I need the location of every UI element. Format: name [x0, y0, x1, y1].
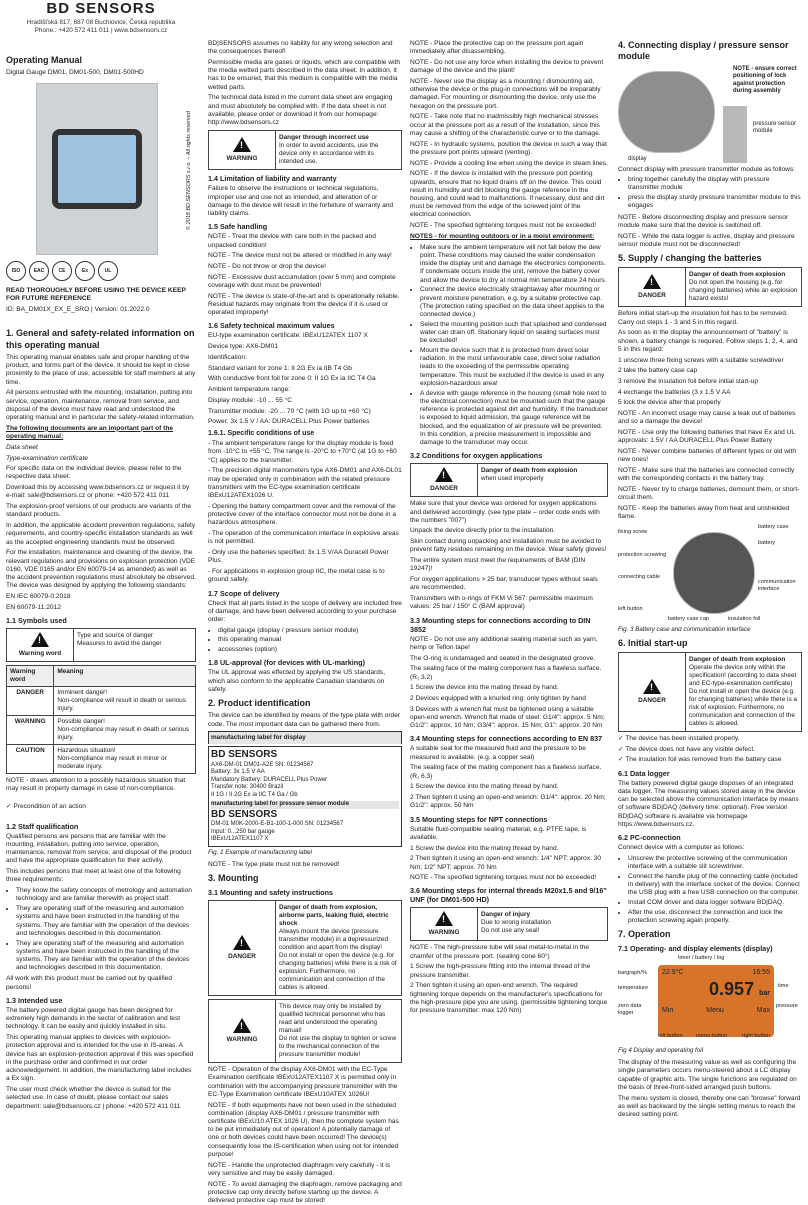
section-heading: 1.2 Staff qualification	[6, 821, 79, 831]
paragraph: Qualified persons are persons that are familiar with the mounting, installation, putting into service, operation, maintenance, removal from service, and disposal of the product and have the appropriate qualification for their activity.	[6, 832, 192, 865]
paragraph: The technical data listed in the current data sheet are engaging and must absolutely be complied with. If the data sheet is not available, please order or download it from our homepage: http://www.bdsensors.cz	[208, 94, 393, 127]
menu-button[interactable]: Menu	[706, 1006, 724, 1014]
note: NOTE - Never use the display as a mounting / dismounting aid, otherwise the device or the plug-in connections will be irreparably damaged. For mounting or dismounting the device, only use the hexagon on the pressure port.	[410, 77, 601, 110]
danger-icon	[643, 679, 661, 694]
section-heading: 1.1 Symbols used	[6, 616, 67, 625]
note: NOTE - Never try to charge batteries, demount them, or short-circuit them.	[618, 486, 800, 502]
doc-item: Data sheet	[6, 443, 38, 451]
paragraph: The user must check whether the device is suited for the selected use. In case of doubt, please contact our sales department: sale@bdsensors.cz | phone: +420 572 411 011	[6, 1086, 181, 1110]
precondition: ✓ Precondition of an action	[6, 803, 86, 811]
danger-box: ! DANGER Danger of death from explosion Do not open the housing (e.g. for changing batteries) while an explosion hazard exists!	[618, 267, 802, 307]
paragraph: All persons entrusted with the mounting, installation, putting into service, operation, maintenance, removal from service, and disposal of the device must have read and understood the operating manual and in particular the safety-related information.	[6, 389, 195, 422]
sensor-module-image	[723, 106, 747, 163]
note: NOTE - Do not throw or drop the device!	[208, 262, 327, 270]
section-1-heading: 1. General and safety-related information on this operating manual	[6, 328, 195, 350]
note: NOTE - Treat the device with care both in the packed and unpacked condition!	[208, 233, 376, 249]
note: NOTE - Place the protective cap on the pressure port again immediately after disassembling.	[410, 40, 584, 56]
paragraph: For specific data on the individual device, please refer to the respective data sheet.	[6, 465, 182, 481]
note: NOTE - If both equipments have not been used in the scheduled combination (display AX6-DM01 / pressure transmitter with certificate IBExU10 ATEX 1026 U), then the complete system has to be put immediately out of operation! A potentially damage of one or both devices could have been occurred! The device(s) consequently lose the IS-certification when using not for intended purpose!	[208, 1101, 399, 1158]
paragraph: All work with this product must be carried out by qualified persons!	[6, 975, 173, 991]
section-heading: 2. Product identification	[208, 698, 311, 709]
doc-item: Type-examination certificate	[6, 454, 88, 462]
section-heading: 1.6 Safety technical maximum values	[208, 321, 335, 331]
warning-icon	[233, 137, 251, 152]
note: NOTE - In hydraulic systems, position the device in such a way that the pressure port points upward (venting).	[410, 140, 607, 156]
cert-icon: EAC	[29, 261, 49, 281]
paragraph: Failure to observe the instructions or technical regulations, improper use and use not as intended, and alteration of or damage to the device will result in the forfeiture of warranty and liability claims.	[208, 185, 394, 218]
note: NOTE - The specified tightening torques must not be exceeded!	[410, 222, 597, 230]
note: NOTE - The type plate must not be removed!	[208, 860, 340, 868]
section-heading: 4. Connecting display / pressure sensor module	[618, 40, 789, 62]
danger-box: ! DANGER Danger of death from explosion when used improperly	[410, 463, 608, 497]
note: NOTE - Provide a cooling line when using the device in steam lines.	[410, 159, 608, 167]
warning-icon	[233, 1018, 251, 1033]
address: Hradišťská 817; 687 08 Buchlovice, Česká republika	[26, 18, 176, 26]
note: NOTE - The specified tightening torques must not be exceeded!	[410, 874, 597, 882]
section-heading: 3.1 Mounting and safety instructions	[208, 888, 333, 898]
figure-caption: Fig. 3 Battery case and communication interface	[618, 626, 751, 634]
manual-title: Operating Manual	[6, 54, 83, 65]
paragraph: Download this by accessing www.bdsensors.cz or request it by e-mail: sale@bdsensors.cz or phone: +420 572 411 011	[6, 484, 190, 500]
standard: EN IEC 60079-0:2018	[6, 593, 71, 601]
warning-icon	[435, 911, 453, 926]
section-heading: 3.6 Mounting steps for internal threads M20x1.5 and 9/16" UNF (for DM01-500 HD)	[410, 886, 607, 905]
manufacturing-label: BD SENSORS AX6-DM-01 DM01-A2E SN: 01234567 Battery: 3x 1.5 V AA Mandatory Battery: DURACELL Plus Power Transfer note: 30400 Brazil II 1G / II 2G Ex ia IIC T4 Ga / Gb manufacturing label for pressure sensor module BD SENSORS DM-01 M0K-2000-E-B1-100-1-000 SN: 01234567 Input: 0...250 bar gauge IBExU12ATEX1107 X	[208, 746, 402, 847]
paragraph: The battery powered digital gauge has been designed for extremely high demands in the sector of calibration and test technology. It can be easily and quickly installed in situ.	[6, 1006, 181, 1031]
warning-box: ! WARNING This device may only be installed by qualified technical personnel who has read and understood the operating manual! Do not use the display to tighten or screw to the mechanical connection of the pressure transmitter module!	[208, 999, 402, 1063]
paragraph: BD|SENSORS assumes no liability for any wrong selection and the consequences thereof!	[208, 40, 393, 56]
ul-icon: UL	[98, 261, 118, 281]
section-heading: 3.2 Conditions for oxygen applications	[410, 451, 543, 461]
brand-logo: BD SENSORS	[46, 0, 156, 17]
section-heading: 6. Initial start-up	[618, 637, 688, 648]
section-heading: 6.2 PC-connection	[618, 833, 681, 843]
warning-icon	[31, 632, 49, 647]
column-1	[6, 0, 196, 1150]
id-line: ID: BA_DM01X_EX_E_SRO | Version: 01.2022.0	[6, 306, 150, 314]
note: NOTE - An incorrect usage may cause a leak out of batteries and so a damage the device!	[618, 410, 796, 426]
warning-table: Warning word Meaning DANGER Imminent danger! Non-compliance will result in death or serious injury. WARNING Possible danger! Non-compliance may result in death or serious injury. CAUTION Hazardous situation! Non-compliance may result in minor or moderate injury.	[6, 665, 196, 774]
section-heading: 3. Mounting	[208, 872, 259, 883]
label-caption: manufacturing label for display	[208, 731, 402, 744]
section-heading: 3.5 Mounting steps for NPT connections	[410, 814, 548, 824]
note: NOTE - The device is state-of-the-art and is operationally reliable. Residual hazards may originate from the device if it is used or operated improperly!	[208, 292, 400, 317]
column-4: 4. Connecting display / pressure sensor module NOTE - ensure correct positioning of lock against protection during assembly display pressure sensor module Connect display with pressure transmitter module as follows: • bring together carefully the display with pressure transmitter module • press the display sturdy pressure transmitter module to this engages NOTE - Before disconnecting display and pressure sensor module make sure that the device is switched off. NOTE - While the data logger is active, display and pressure sensor module must not be disconnected! 5. Supply / changing the batteries ! DANGER Danger of death from explosion Do not open the housing (e.g. for changing batteries) while an explosion hazard exists! Before initial start-up the insulation foil has to be removed. Carry out steps 1 - 3 and 5 in this regard. As soon as in the display the announcement of "battery" is shown, a battery change is required. Follow steps 1, 2, 4, and 5 in this regard: 1 unscrew three fixing screws with a suitable screwdriver 2 take the battery case cap 3 remove the insulation foil before initial start-up 4 exchange the batteries (3 x 1.5 V AA 5 lock the device after that properly NOTE - An incorrect usage may cause a leak out of batteries and so a damage the device! NOTE - Use only the following batteries that have Ex and UL approvals: 1.5V / AA DURACELL Plus Power Battery NOTE - Never combine batteries of different types or old with new ones! NOTE - Make sure that the batteries are connected correctly with the corresponding contacts in the battery tray. NOTE - Never try to charge batteries, demount them, or short-circuit them. NOTE - Keep the batteries away from heat and unshielded flame. fixing screw battery case protection screwing battery connecting cable communication interface left button battery case cap insulation foil Fig. 3 Battery case and communication interface 6. Initial start-up ! DANGER Danger of death from explosion Operate the device only within the specification! (according to data sheet and EC-type-examination certificate) Do not install or open the device (e.g. for changing batteries) while there is a risk of explosion. Furthermore, no communication and connection of the cables is allowed. ✓ The device has been installed properly. ✓ The device does not have any visible defect. ✓ The insulation foil was removed from the battery case 6.1 Data logger The battery powered digital gauge disposes of an integrated data logger. The measuring values stored away in the device can be selected above the communication interface by means of software BD|DAQ (delivery time: optional). Free version BD|DAQ software is available via homepage https://www.bdsensors.cz. 6.2 PC-connection Connect device with a computer as follows: • Unscrew the protective screwing of the communication interface with a suitable slit screwdriver. • Connect the handle plug of the connecting cable (included in delivery) with the interface socket of the device. Connect the USB plug with a free USB connection on the computer. • Install COM driver and data logger software BD|DAQ. • After the use, disconnect the connection and lock the protection screwing again properly. 7. Operation 7.1 Operating- and display elements (display) timer / battery / log bargraph/% temperature zero data logger time pressure 22.9°C 16:55 0.957 bar Min Menu Max left button menu button right button Fig 4 Display and operating foil The display of the measuring value as well as configuring the single parameters occurs menu-steered about a LC display capable of graphic arts. The single functions are regulated on the basis of three-front-sided arranged push buttons. The menu system is closed, thereby one can "browse" forward as well as backward by the single setting menus to reach the desired setting point.	[618, 0, 802, 1150]
battery-case-image	[673, 532, 755, 614]
warning-box: ! WARNING Danger of injury Due to wrong installation Do not use any seal!	[410, 907, 608, 941]
section-heading: 6.1 Data logger	[618, 768, 670, 778]
delivery-list: • digital gauge (display / pressure sensor module) • this operating manual • accessories (option)	[208, 627, 402, 655]
column-2: BD|SENSORS assumes no liability for any wrong selection and the consequences thereof! Permissible media are gases or liquids, which are compatible with the media wetted parts described in the data sheet. In addition, it has to be ensured, that this medium is compatible with the media wetted parts. The technical data listed in the current data sheet are engaging and must absolutely be complied with. If the data sheet is not available, please order or download it from our homepage: http://www.bdsensors.cz ! WARNING Danger through incorrect use In order to avoid accidents, use the device only in accordance with its intended use. 1.4 Limitation of liability and warranty Failure to observe the instructions or technical regulations, improper use and use not as intended, and alteration of or damage to the device will result in the forfeiture of warranty and liability claims. 1.5 Safe handling NOTE - Treat the device with care both in the packed and unpacked condition! NOTE - The device must not be altered or modified in any way! NOTE - Do not throw or drop the device! NOTE - Excessive dust accumulation (over 5 mm) and complete coverage with dust must be prevented! NOTE - The device is state-of-the-art and is operationally reliable. Residual hazards may originate from the device if it is used or operated improperly! 1.6 Safety technical maximum values EU-type examination certificate: IBExU12ATEX 1107 X Device type: AX6-DM01 Identification: Standard variant for zone 1: II 2G Ex ia IIB T4 Gb With conductive front foil for zone 0: II 1G Ex ia IIC T4 Ga Ambient temperature range: Display module: -10 ... 55 °C Transmitter module: -20 ... 70 °C (with 1G up to +60 °C) Power: 3x 1.5 V / AA: DURACELL Plus Power batteries 1.6.1. Specific conditions of use - The ambient temperature range for the display module is fixed from -10°C to +55 °C. The range is -20°C to +70°C (at 1G to +60 °C) applies to the transmitter. - The precision digital manometers type AX6-DM01 and AX6-DL01 may be operated only in combination with the related pressure transmitters with the EC-type examination certificate IBExU12ATEX1026 U. - Opening the battery compartment cover and the removal of the protective cover of the interface connector must not be done in a hazardous atmosphere. - The operation of the communication interface in explosive areas is not permitted. - Only use the batteries specified: 3x 1.5 V/AA Duracell Power Plus. - For applications in explosion group IIC, the metal case is to ground safely. 1.7 Scope of delivery Check that all parts listed in the scope of delivery are included free of damage, and have been delivered according to your purchase order: • digital gauge (display / pressure sensor module) • this operating manual • accessories (option) 1.8 UL-approval (for devices with UL-marking) The UL approval was effected by applying the US standards, which also conform to the applicable Canadian standards on safety. 2. Product identification The device can be identified by means of the type plate with order code. The most important data can be gathered there from. manufacturing label for display BD SENSORS AX6-DM-01 DM01-A2E SN: 01234567 Battery: 3x 1.5 V AA Mandatory Battery: DURACELL Plus Power Transfer note: 30400 Brazil II 1G / II 2G Ex ia IIC T4 Ga / Gb manufacturing label for pressure sensor module BD SENSORS DM-01 M0K-2000-E-B1-100-1-000 SN: 01234567 Input: 0...250 bar gauge IBExU12ATEX1107 X Fig. 1 Example of manufacturing label NOTE - The type plate must not be removed! 3. Mounting 3.1 Mounting and safety instructions ! DANGER Danger of death from explosion, airborne parts, leaking fluid, electric shock Always mount the device (pressure transmitter module) in a depressurized condition and apart from the display! Do not install or open the device (e.g. for changing batteries) while there is a risk of explosion. Furthermore, no communication and connection of the cables is allowed. ! WARNING This device may only be installed by qualified technical personnel who has read and understood the operating manual! Do not use the display to tighten or screw to the mechanical connection of the pressure transmitter module! NOTE - Operation of the display AX6-DM01 with the EC-Type Examination certificate IBExU12ATEX1107 X is permitted only in combination with the accompanying pressure transmitter with the EC-Type Examination certificate IBExU10ATEX 1026U! NOTE - If both equipments have not been used in the scheduled combination (display AX6-DM01 / pressure transmitter with certificate IBExU10 ATEX 1026 U), then the complete system has to be put immediately out of operation! A potentially damage of one or both devices could have been occurred! The device(s) consequently lose the IS-certification when using not for intended purpose! NOTE - Handle the unprotected diaphragm very carefully - it is very sensitive and may be easily damaged. NOTE - To avoid damaging the diaphragm, remove packaging and protective cap only directly before starting up the device. A delivered protective cap must be stored!	[208, 0, 402, 1150]
right-button[interactable]: Max	[756, 1006, 770, 1014]
note: NOTE - If the device is installed with the pressure port pointing upwards, ensure that no liquid drains off on the device. This could result in humidity and dirt blocking the gauge reference in the housing, and could lead to malfunctions. If necessary, dust and dirt must be removed from the edge of the screwed joint of the electrical connection.	[410, 170, 605, 219]
note: NOTE - Take note that no inadmissibly high mechanical stresses occur at the pressure port as a result of the installation, since this may cause a shifting of the characteristic curve or to the damage.	[410, 113, 601, 137]
paragraph: This operating manual enables safe and proper handling of the product, and forms part of the device. It should be kept in close proximity to the place of use, accessible for staff members at any time.	[6, 353, 196, 386]
cert-icon: ISO	[6, 261, 26, 281]
note: NOTE - draws attention to a possibly hazardous situation that may result in property damage in case of non-compliance.	[6, 777, 186, 793]
note: NOTE - Keep the batteries away from heat and unshielded flame.	[618, 505, 790, 521]
warning-box: ! WARNING Danger through incorrect use In order to avoid accidents, use the device only in accordance with its intended use.	[208, 130, 402, 170]
section-heading: 1.8 UL-approval (for devices with UL-marking)	[208, 658, 365, 668]
note: NOTE - Operation of the display AX6-DM01 with the EC-Type Examination certificate IBExU12ATEX1107 X is permitted only in combination with the accompanying pressure transmitter with the EC-Type Examination certificate IBExU10ATEX 1026U!	[208, 1066, 398, 1098]
read-notice: READ THOROUGHLY BEFORE USING THE DEVICE KEEP FOR FUTURE REFERENCE	[6, 287, 186, 303]
note: NOTE - Handle the unprotected diaphragm very carefully - it is very sensitive and may be easily damaged.	[208, 1161, 391, 1177]
danger-icon	[435, 467, 453, 482]
section-heading: 1.3 Intended use	[6, 995, 63, 1005]
section-heading: 1.5 Safe handling	[208, 222, 268, 232]
left-button[interactable]: Min	[662, 1006, 674, 1014]
display-figure: timer / battery / log bargraph/% temperature zero data logger time pressure 22.9°C 16:55 0.957 bar Min Menu Max left button menu button right button	[618, 955, 798, 1040]
docs-heading: The following documents are an important part of the operating manual:	[6, 424, 174, 441]
symbol-box: ! Warning word Type and source of danger Measures to avoid the danger	[6, 628, 196, 662]
note: NOTE - Make sure that the batteries are connected correctly with the corresponding contacts in the battery tray.	[618, 467, 795, 483]
cert-icons	[6, 261, 196, 281]
standard: EN 60079-11:2012	[6, 603, 61, 611]
section-heading: 5. Supply / changing the batteries	[618, 253, 762, 264]
outdoor-heading: NOTES - for mounting outdoors or in a moist environment:	[410, 232, 595, 240]
section-heading: 1.6.1. Specific conditions of use	[208, 429, 315, 437]
note: NOTE - Do not use any force when installing the device to prevent damage of the device and the plant!	[410, 58, 604, 75]
paragraph: For the installation, maintenance and cleaning of the device, the relevant regulations and provisions on explosion protection (VDE 0160, VDE 0165 and/or EN 60079-14 as amended) as well as the accident prevention regulations must absolutely be observed. The device was designed by applying the following standards:	[6, 549, 196, 590]
copyright: © 2018 BD SENSORS s.r.o. – All rights reserved	[186, 111, 192, 230]
paragraph: In addition, the applicable accident prevention regulations, safety requirements, and country-specific installation standards as well as the accepted engineering standards must be observed.	[6, 522, 196, 546]
header	[6, 0, 196, 35]
section-heading: 1.4 Limitation of liability and warranty	[208, 174, 337, 184]
note: NOTE - Never combine batteries of different types or old with new ones!	[618, 448, 796, 464]
figure-caption: Fig. 1 Example of manufacturing label	[208, 848, 312, 856]
section-heading: 3.4 Mounting steps for connections according to EN 837	[410, 734, 603, 744]
note: NOTE - While the data logger is active, display and pressure sensor module must not be disconnected!	[618, 232, 795, 248]
paragraph: This includes persons that meet at least one of the following three requirements:	[6, 868, 181, 884]
note: NOTE - To avoid damaging the diaphragm, remove packaging and protective cap only directly before starting up the device. A delivered protective cap must be stored!	[208, 1180, 402, 1205]
paragraph: The explosion-proof versions of our products are variants of the standard products.	[6, 503, 192, 519]
section-heading: 7.1 Operating- and display elements (display)	[618, 944, 773, 954]
lcd-display: 22.9°C 16:55 0.957 bar Min Menu Max	[658, 965, 774, 1037]
paragraph: This operating manual applies to devices with explosion-protection approval and is intended for the use in IS-areas. A device has an explosion-protection approval if this was specified in the purchase order and confirmed in our order acknowledgement. In addition, the manufacturing label includes a Ex sign.	[6, 1034, 194, 1083]
battery-figure: fixing screw battery case protection screwing battery connecting cable communication interface left button battery case cap insulation foil	[618, 524, 796, 623]
note: NOTE - Do not use any additional sealing material such as yarn, hemp or Teflon tape!	[410, 635, 598, 651]
figure-caption: Fig 4 Display and operating foil	[618, 1047, 703, 1055]
qualification-list: • They know the safety concepts of metrology and automation technology and are familiar therewith as project staff. • They are operating staff of the measuring and automation systems and have been instructed in the handling of the systems. They are familiar with the operation of the devices and technologies described in this documentation. • They are operating staff of the measuring and automation systems and have been instructed in the handling of the systems. They are familiar with the operation of the devices and technologies described in this documentation.	[6, 887, 196, 972]
section-heading: 3.3 Mounting steps for connections according to DIN 3852	[410, 615, 591, 634]
section-heading: 7. Operation	[618, 929, 671, 940]
connection-figure: NOTE - ensure correct positioning of lock against protection during assembly display pressure sensor module	[618, 66, 802, 166]
product-photo	[36, 83, 158, 255]
cert-icon: CE	[52, 261, 72, 281]
danger-box: ! DANGER Danger of death from explosion, airborne parts, leaking fluid, electric shock Always mount the device (pressure transmitter module) in a depressurized condition and apart from the display! Do not install or open the device (e.g. for changing batteries) while there is a risk of explosion. Furthermore, no communication and connection of the cables is allowed.	[208, 900, 402, 996]
danger-box: ! DANGER Danger of death from explosion Operate the device only within the specification! (according to data sheet and EC-type-examination certificate) Do not install or open the device (e.g. for changing batteries) while there is a risk of explosion. Furthermore, no communication and connection of the cables is allowed.	[618, 652, 802, 732]
note: NOTE - Before disconnecting display and pressure sensor module make sure that the device is switched off.	[618, 213, 789, 229]
danger-icon	[233, 935, 251, 950]
note: NOTE - The device must not be altered or modified in any way!	[208, 252, 392, 260]
ex-icon: Ex	[75, 261, 95, 281]
phone: Phone.: +420 572 411 011 | www.bdsensors.cz	[34, 26, 168, 34]
outdoor-list: • Make sure the ambient temperature will not fall below the dew point. These conditions may caused the water condensation inside the display unit and damage the electronics components. If condensate occurs inside the unit, remove the battery cover and allow the device to dry at normal min temperature 24 hours. • Connect the device electrically straightaway after mounting or prevent moisture penetration, e.g. by a suitable protective cap. (The protection rating specified on the data sheet applies to the connected device.) • Select the mounting position such that splashed and condensed water can drain off. Stationary liquid on sealing surfaces must be excluded! • Mount the device such that it is protected from direct solar radiation. In the most unfavourable case, direct solar radiation leads to the exceeding of the permissible operating temperature. This must be excluded if the device is used in any explosion-hazardous area! • A device with gauge reference in the housing (small hole next to the electrical connection) must be mounted such that the gauge reference is protected against dirt and humidity. If the transducer is exposed to liquid admission, the gauge reference will be blocked, and the equalization of air pressure will be prevented. In this condition, a precise measurement is impossible and damage to the transducer may occur.	[410, 244, 608, 448]
note: NOTE - Use only the following batteries that have Ex and UL approvals: 1.5V / AA DURACELL Plus Power Battery	[618, 429, 795, 445]
section-heading: 1.7 Scope of delivery	[208, 588, 280, 598]
danger-icon	[643, 274, 661, 289]
display-image	[618, 71, 715, 153]
paragraph: Permissible media are gases or liquids, which are compatible with the media wetted parts described in the data sheet. In addition, it has to be ensured, that this medium is compatible with the media wetted parts.	[208, 58, 401, 91]
note: NOTE - Excessive dust accumulation (over 5 mm) and complete coverage with dust must be prevented!	[208, 273, 396, 289]
column-3: NOTE - Place the protective cap on the pressure port again immediately after disassembling. NOTE - Do not use any force when installing the device to prevent damage of the device and the plant! NOTE - Never use the display as a mounting / dismounting aid, otherwise the device or the plug-in connections will be irreparably damaged. For mounting or dismounting the device, only use the hexagon on the pressure port. NOTE - Take note that no inadmissibly high mechanical stresses occur at the pressure port as a result of the installation, since this may cause a shifting of the characteristic curve or to the damage. NOTE - In hydraulic systems, position the device in such a way that the pressure port points upward (venting). NOTE - Provide a cooling line when using the device in steam lines. NOTE - If the device is installed with the pressure port pointing upwards, ensure that no liquid drains off on the device. This could result in humidity and dirt blocking the gauge reference in the housing, and could lead to malfunctions. If necessary, dust and dirt must be removed from the edge of the screwed joint of the electrical connection. NOTE - The specified tightening torques must not be exceeded! NOTES - for mounting outdoors or in a moist environment: • Make sure the ambient temperature will not fall below the dew point. These conditions may caused the water condensation inside the display unit and damage the electronics components. If condensate occurs inside the unit, remove the battery cover and allow the device to dry at normal min temperature 24 hours. • Connect the device electrically straightaway after mounting or prevent moisture penetration, e.g. by a suitable protective cap. (The protection rating specified on the data sheet applies to the connected device.) • Select the mounting position such that splashed and condensed water can drain off. Stationary liquid on sealing surfaces must be excluded! • Mount the device such that it is protected from direct solar radiation. In the most unfavourable case, direct solar radiation leads to the exceeding of the permissible operating temperature. This must be excluded if the device is used in any explosion-hazardous area! • A device with gauge reference in the housing (small hole next to the electrical connection) must be mounted such that the gauge reference is protected against dirt and humidity. If the transducer is exposed to liquid admission, the gauge reference will be blocked, and the equalization of air pressure will be prevented. In this condition, a precise measurement is impossible and damage to the transducer may occur. 3.2 Conditions for oxygen applications ! DANGER Danger of death from explosion when used improperly Make sure that your device was ordered for oxygen applications and delivered accordingly. (see type plate – order code ends with the numbers "007") Unpack the device directly prior to the installation. Skin contact during unpacking and installation must be avoided to prevent fatty residues remaining on the device. Wear safety gloves! The entire system must meet the requirements of BAM (DIN 19247)! For oxygen applications > 25 bar, transducer types without seals are recommended. Transmitters with o-rings of FKM Vi 567: permissible maximum values: 25 bar / 150° C (BAM approval) 3.3 Mounting steps for connections according to DIN 3852 NOTE - Do not use any additional sealing material such as yarn, hemp or Teflon tape! The O-ring is undamaged and seated in the designated groove. The sealing face of the mating component has a flawless surface. (R₁ 3.2) 1 Screw the device into the mating thread by hand. 2 Devices equipped with a knurled ring: only tighten by hand 3 Devices with a wrench flat must be tightened using a suitable open-end wrench. Wrench flat made of steel: G1/4": approx. 5 Nm; G1/2": approx. 10 Nm; G3/4": approx. 15 Nm; G1": approx. 20 Nm 3.4 Mounting steps for connections according to EN 837 A suitable seal for the measured fluid and the pressure to be measured is available. (e.g. a copper seal) The sealing face of the mating component has a flawless surface. (R₁ 6.3) 1 Screw the device into the mating thread by hand. 2 Then tighten it using an open-end wrench: G1/4": approx. 20 Nm; G1/2": approx. 50 Nm 3.5 Mounting steps for NPT connections Suitable fluid-compatible sealing material, e.g. PTFE tape, is available. 1 Screw the device into the mating thread by hand. 2 Then tighten it using an open-end wrench: 1/4" NPT: approx. 30 Nm; 1/2" NPT: approx. 70 Nm NOTE - The specified tightening torques must not be exceeded! 3.6 Mounting steps for internal threads M20x1.5 and 9/16" UNF (for DM01-500 HD) ! WARNING Danger of injury Due to wrong installation Do not use any seal! NOTE - The high-pressure tube will seal metal-to-metal in the chamfer of the pressure port. (sealing cone 60°) 1 Screw the high-pressure fitting into the internal thread of the pressure transmitter. 2 Then tighten it using an open-end wrench. The required tightening torque depends on the manufacturer's specifications for the high-pressure pipe you are using. (permissible tightening torque for pressure transmitter: max 120 Nm)	[410, 0, 608, 1150]
note: NOTE - The high-pressure tube will seal metal-to-metal in the chamfer of the pressure port. (sealing cone 60°)	[410, 944, 590, 960]
manual-subtitle: Digital Gauge DM01, DM01-500, DM01-500HD	[6, 69, 144, 76]
